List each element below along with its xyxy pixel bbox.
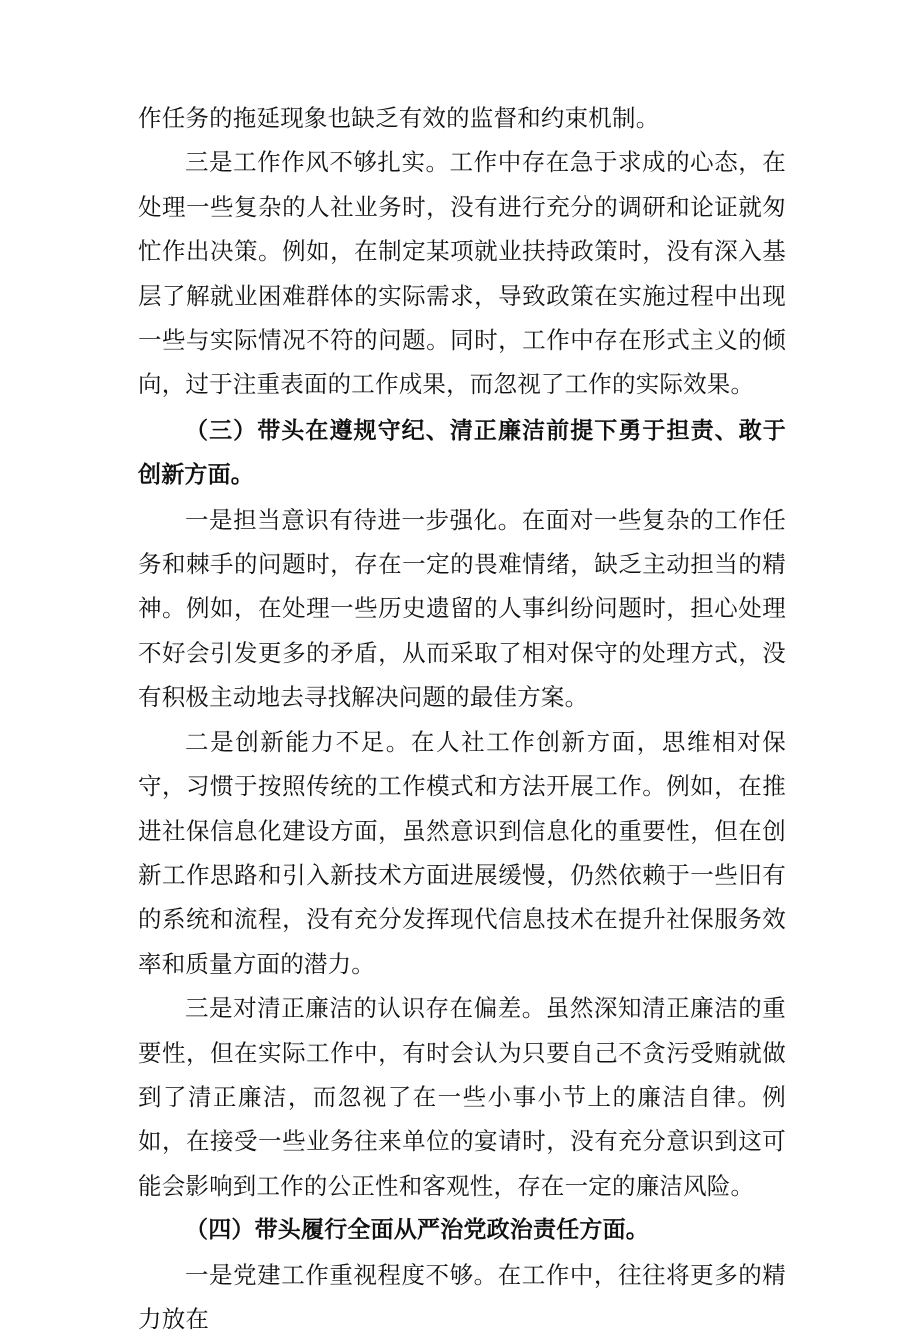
- paragraph-work-style: 三是工作作风不够扎实。工作中存在急于求成的心态，在处理一些复杂的人社业务时，没有进行充分的调研和论证就匆忙作出决策。例如，在制定某项就业扶持政策时，没有深入基层了解就业困难群体的实际需求，导致政策在实施过程中出现一些与实际情况不符的问题。同时，工作中存在形式主义的倾向，过于注重表面的工作成果，而忽视了工作的实际效果。: [138, 148, 786, 399]
- paragraph-innovation: 二是创新能力不足。在人社工作创新方面，思维相对保守，习惯于按照传统的工作模式和方法开展工作。例如，在推进社保信息化建设方面，虽然意识到信息化的重要性，但在创新工作思路和引入新技术方面进展缓慢，仍然依赖于一些旧有的系统和流程，没有充分发挥现代信息技术在提升社保服务效率和质量方面的潜力。: [138, 727, 786, 978]
- section-heading-4: （四）带头履行全面从严治党政治责任方面。: [185, 1217, 649, 1244]
- paragraph-party-building: 一是党建工作重视程度不够。在工作中，往往将更多的精力放在: [138, 1260, 786, 1333]
- paragraph-responsibility: 一是担当意识有待进一步强化。在面对一些复杂的工作任务和棘手的问题时，存在一定的畏难情绪，缺乏主动担当的精神。例如，在处理一些历史遗留的人事纠纷问题时，担心处理不好会引发更多的矛盾，从而采取了相对保守的处理方式，没有积极主动地去寻找解决问题的最佳方案。: [138, 505, 786, 712]
- paragraph-integrity: 三是对清正廉洁的认识存在偏差。虽然深知清正廉洁的重要性，但在实际工作中，有时会认为只要自己不贪污受贿就做到了清正廉洁，而忽视了在一些小事小节上的廉洁自律。例如，在接受一些业务往来单位的宴请时，没有充分意识到这可能会影响到工作的公正性和客观性，存在一定的廉洁风险。: [138, 994, 786, 1200]
- section-heading-3: （三）带头在遵规守纪、清正廉洁前提下勇于担责、敢于创新方面。: [138, 417, 786, 489]
- paragraph-continuation: 作任务的拖延现象也缺乏有效的监督和约束机制。: [138, 104, 660, 132]
- document-body: [138, 96, 786, 1341]
